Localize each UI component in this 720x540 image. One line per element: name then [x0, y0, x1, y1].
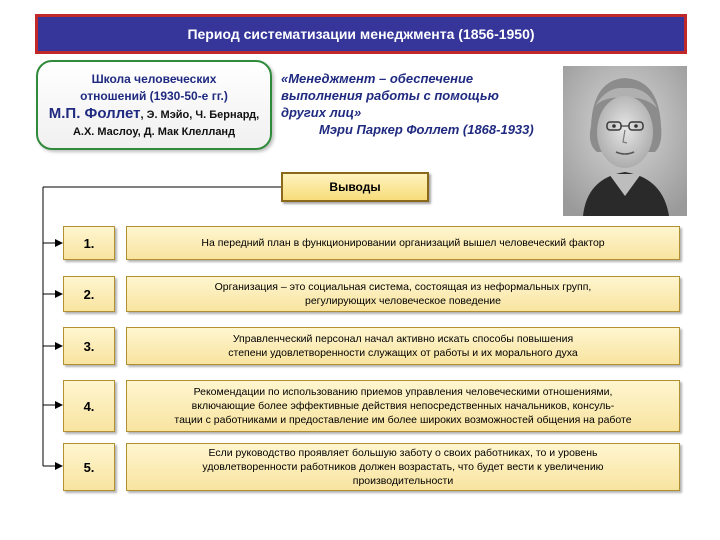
- item-number-2: [63, 276, 115, 312]
- school-line-4: А.Х. Маслоу, Д. Мак Клелланд: [72, 126, 236, 138]
- item-number-label: 3.: [83, 338, 95, 354]
- item-number-label: 5.: [83, 459, 95, 475]
- item-text-line: На передний план в функционировании организаций вышел человеческий фактор: [201, 237, 605, 249]
- item-number-label: 1.: [83, 235, 95, 251]
- item-text-line: тации с работниками и предоставление им более широких возможностей общения на работе: [174, 414, 632, 426]
- item-text-2: [126, 276, 680, 312]
- conclusions-box: [281, 172, 429, 202]
- conclusions-label: Выводы: [329, 180, 381, 194]
- item-number-5: [63, 443, 115, 491]
- school-line-1: Школа человеческих: [91, 72, 217, 86]
- quote-line-2: выполнения работы с помощью: [281, 88, 499, 103]
- item-number-label: 2.: [83, 286, 95, 302]
- school-main-name: М.П. Фоллет: [48, 105, 141, 122]
- quote-line-3: других лиц»: [281, 105, 362, 120]
- item-text-line: включающие более эффективные действия непосредственных начальников, консуль-: [191, 400, 615, 412]
- quote-author: Мэри Паркер Фоллет (1868-1933): [319, 122, 534, 137]
- school-line-2: отношений (1930-50-е гг.): [80, 89, 228, 103]
- item-text-line: Рекомендации по использованию приемов управления человеческими отношениями,: [193, 386, 613, 398]
- item-text-4: [126, 380, 680, 432]
- item-number-label: 4.: [83, 398, 95, 414]
- item-text-5: [126, 443, 680, 491]
- item-text-line: степени удовлетворенности служащих от работы и их морального духа: [228, 347, 578, 359]
- item-text-line: Если руководство проявляет большую заботу о своих работниках, то и уровень: [208, 447, 598, 459]
- item-number-4: [63, 380, 115, 432]
- item-number-1: [63, 226, 115, 260]
- item-text-line: Организация – это социальная система, состоящая из неформальных групп,: [214, 281, 592, 293]
- item-text-1: [126, 226, 680, 260]
- item-text-3: [126, 327, 680, 365]
- item-number-3: [63, 327, 115, 365]
- item-text-line: производительности: [352, 475, 454, 487]
- item-text-line: регулирующих человеческое поведение: [305, 295, 501, 307]
- item-text-line: Управленческий персонал начал активно искать способы повышения: [232, 333, 574, 345]
- item-text-line: удовлетворенности работников должен возрастать, что будет вести к увеличению: [202, 461, 604, 473]
- school-other-names: , Э. Мэйо, Ч. Бернард,: [140, 109, 260, 121]
- quote-line-1: «Менеджмент – обеспечение: [281, 71, 474, 86]
- page-title: Период систематизации менеджмента (1856-1950): [187, 26, 535, 42]
